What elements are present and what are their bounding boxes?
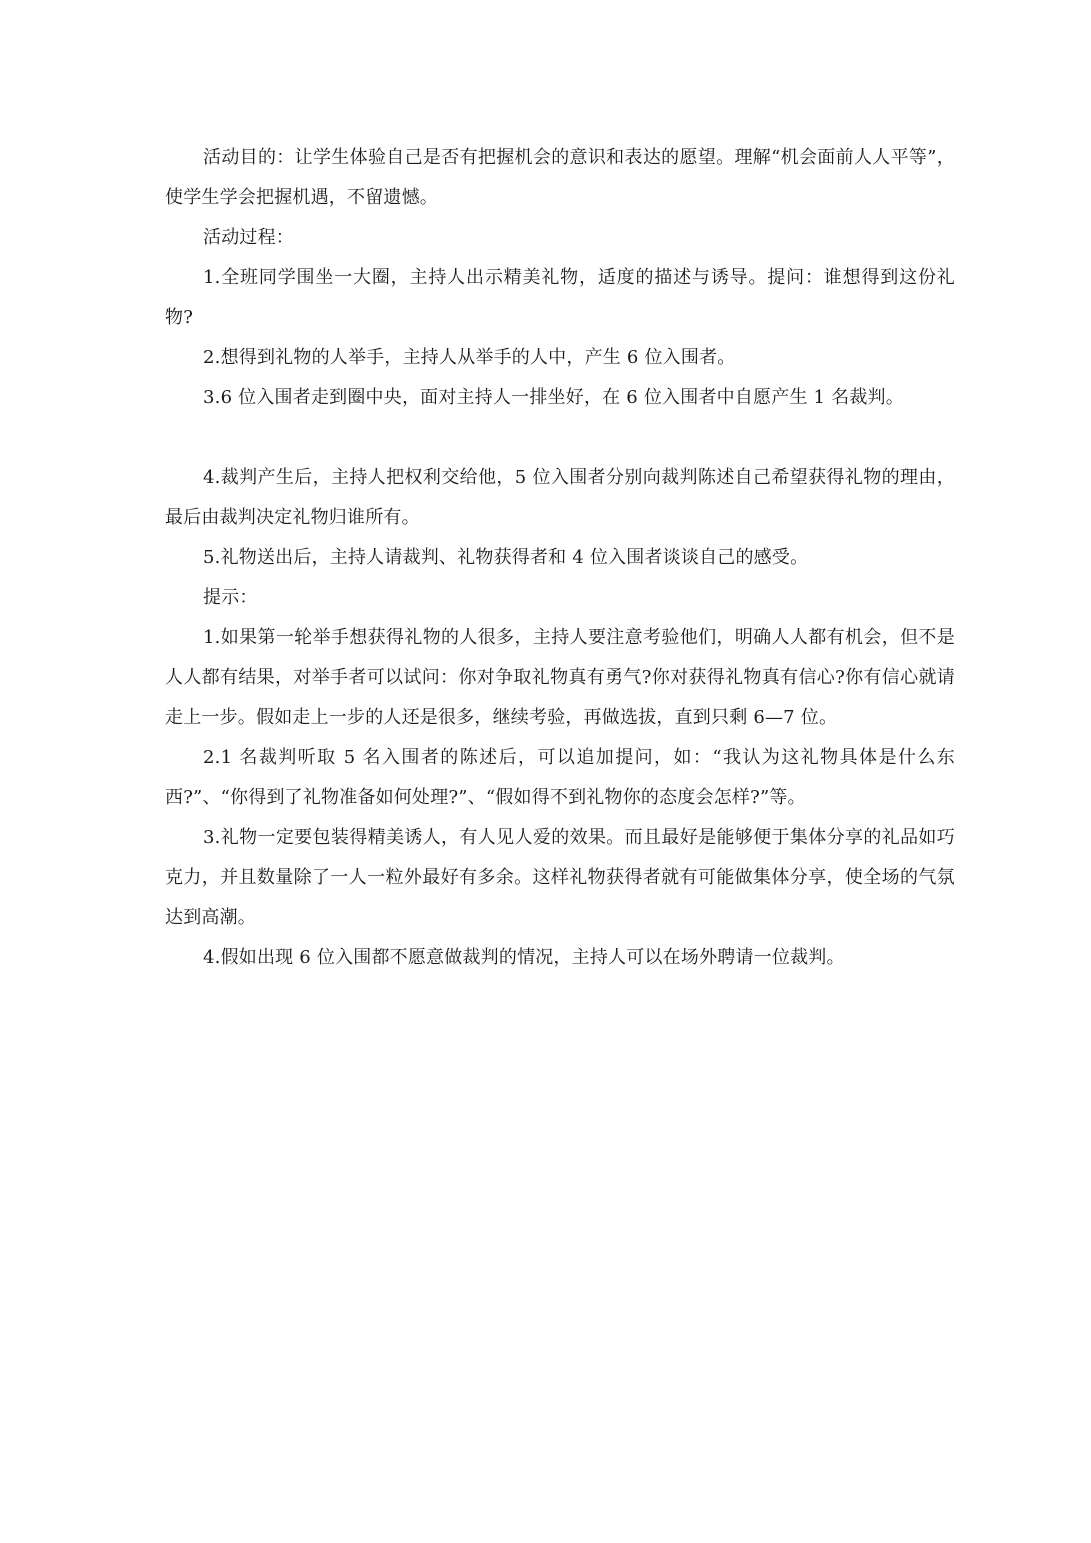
heading-activity-process: 活动过程： (203, 227, 294, 248)
heading-tips: 提示： (203, 587, 258, 608)
step-1: 1.全班同学围坐一大圈，主持人出示精美礼物，适度的描述与诱导。提问：谁想得到这份礼物? (165, 267, 955, 328)
tip-2: 2.1 名裁判听取 5 名入围者的陈述后，可以追加提问，如：“我认为这礼物具体是什么东西?”、“你得到了礼物准备如何处理?”、“假如得不到礼物你的态度会怎样?”等。 (165, 747, 955, 808)
step-4: 4.裁判产生后，主持人把权利交给他，5 位入围者分别向裁判陈述自己希望获得礼物的理由，最后由裁判决定礼物归谁所有。 (165, 467, 955, 528)
tip-3: 3.礼物一定要包装得精美诱人，有人见人爱的效果。而且最好是能够便于集体分享的礼品如巧克力，并且数量除了一人一粒外最好有多余。这样礼物获得者就有可能做集体分享，使全场的气氛达到高潮。 (165, 827, 955, 928)
step-3: 3.6 位入围者走到圈中央，面对主持人一排坐好，在 6 位入围者中自愿产生 1 名裁判。 (203, 387, 904, 408)
step-2: 2.想得到礼物的人举手，主持人从举手的人中，产生 6 位入围者。 (203, 347, 736, 368)
blank-line (165, 418, 955, 458)
paragraph-activity-goal: 活动目的：让学生体验自己是否有把握机会的意识和表达的愿望。理解“机会面前人人平等”，使学生学会把握机遇，不留遗憾。 (165, 147, 955, 208)
document-body (165, 138, 955, 978)
tip-1: 1.如果第一轮举手想获得礼物的人很多，主持人要注意考验他们，明确人人都有机会，但不是人人都有结果，对举手者可以试问：你对争取礼物真有勇气?你对获得礼物真有信心?你有信心就请走上一步。假如走上一步的人还是很多，继续考验，再做选拔，直到只剩 6—7 位。 (165, 627, 955, 728)
step-5: 5.礼物送出后，主持人请裁判、礼物获得者和 4 位入围者谈谈自己的感受。 (203, 547, 809, 568)
tip-4: 4.假如出现 6 位入围都不愿意做裁判的情况，主持人可以在场外聘请一位裁判。 (203, 947, 845, 968)
